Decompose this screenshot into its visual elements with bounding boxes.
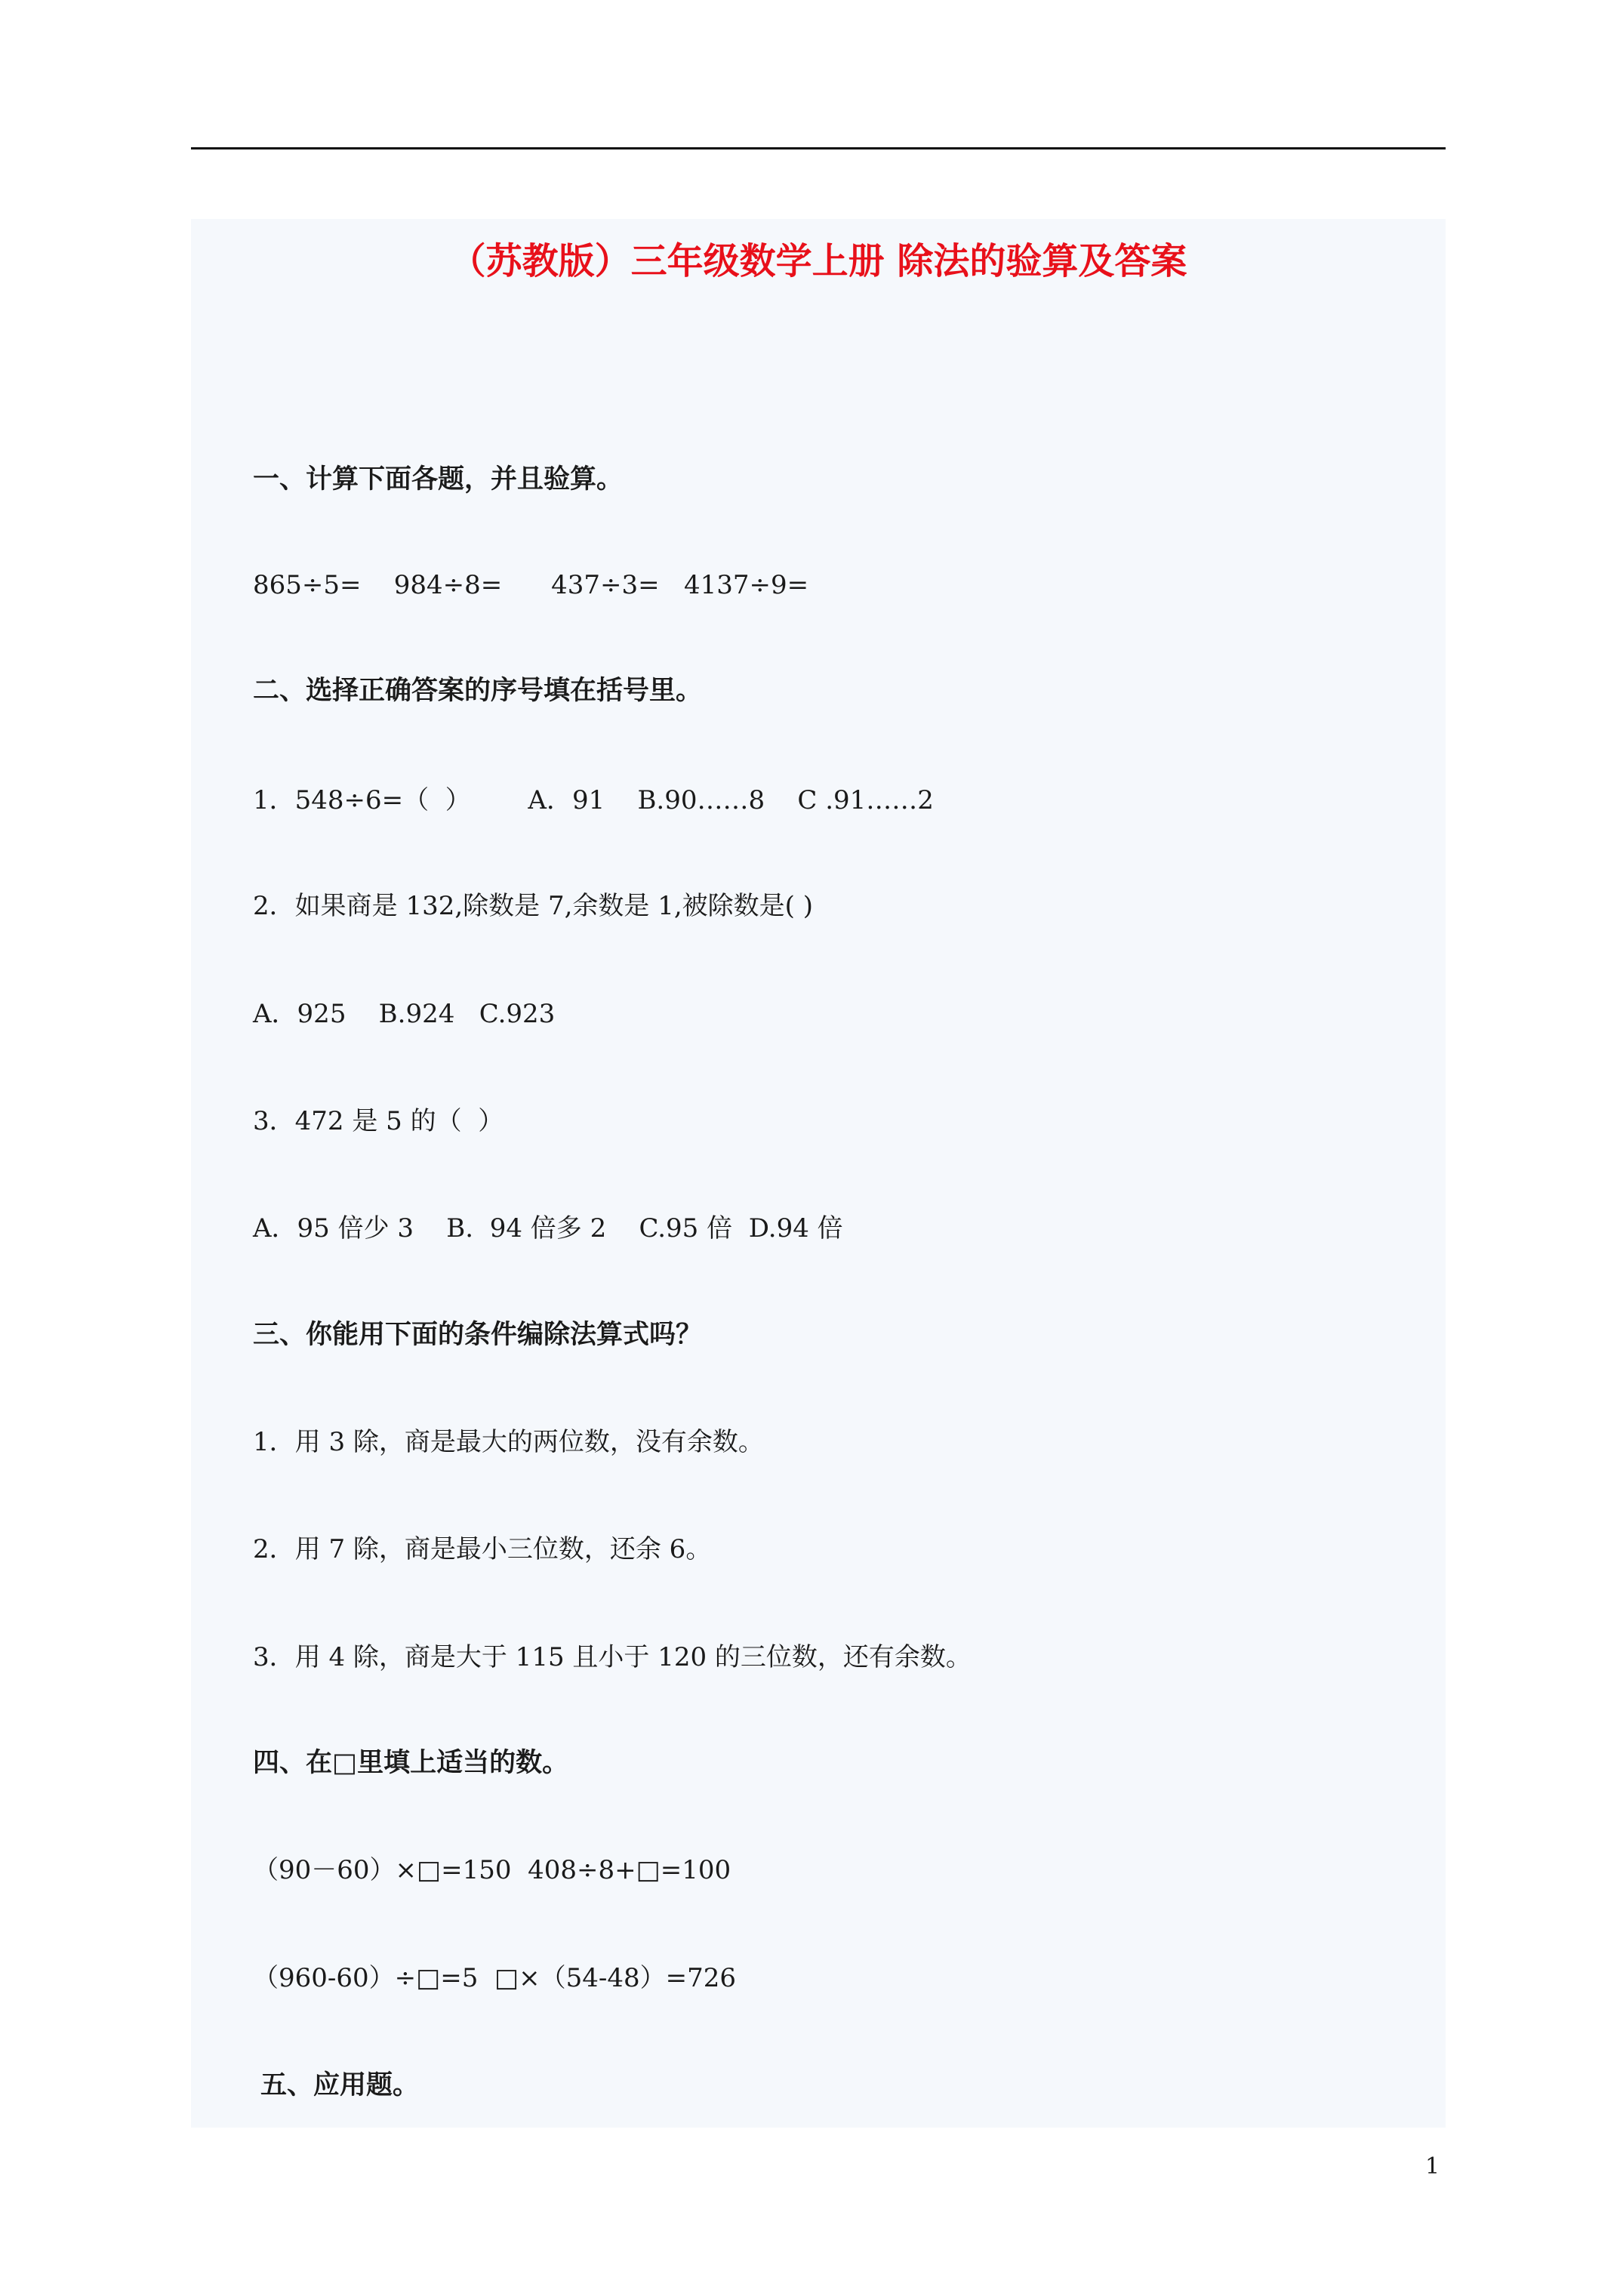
section-4-heading: 四、在□里填上适当的数。	[253, 1747, 569, 1778]
section-3-question-3: 3．用 4 除，商是大于 115 且小于 120 的三位数，还有余数。	[253, 1642, 972, 1672]
content-panel	[191, 219, 1446, 2128]
section-4-line-1: （90－60）×□=150 408÷8+□=100	[253, 1855, 731, 1885]
section-1-problems: 865÷5= 984÷8= 437÷3= 4137÷9=	[253, 570, 809, 600]
section-2-question-3-options: A．95 倍少 3 B. 94 倍多 2 C.95 倍 D.94 倍	[253, 1213, 843, 1244]
document-title: （苏教版）三年级数学上册 除法的验算及答案	[449, 240, 1187, 282]
section-3-heading: 三、你能用下面的条件编除法算式吗？	[253, 1319, 703, 1350]
section-2-heading: 二、选择正确答案的序号填在括号里。	[253, 675, 703, 706]
section-1-heading: 一、计算下面各题，并且验算。	[253, 464, 624, 495]
section-5-heading: 五、应用题。	[260, 2069, 420, 2100]
section-2-question-1: 1．548÷6=（ ） A．91 B.90……8 C .91……2	[253, 785, 934, 815]
section-2-question-3: 3．472 是 5 的（ ）	[253, 1106, 504, 1136]
section-2-question-2-options: A．925 B.924 C.923	[253, 999, 556, 1029]
section-3-question-2: 2．用 7 除，商是最小三位数，还余 6。	[253, 1534, 712, 1564]
page-number: 1	[1425, 2153, 1440, 2180]
section-3-question-1: 1．用 3 除，商是最大的两位数，没有余数。	[253, 1427, 764, 1457]
section-4-line-2: （960-60）÷□=5 □×（54-48）=726	[253, 1963, 737, 1993]
header-rule	[191, 147, 1446, 149]
section-2-question-2: 2．如果商是 132,除数是 7,余数是 1,被除数是( )	[253, 891, 813, 921]
